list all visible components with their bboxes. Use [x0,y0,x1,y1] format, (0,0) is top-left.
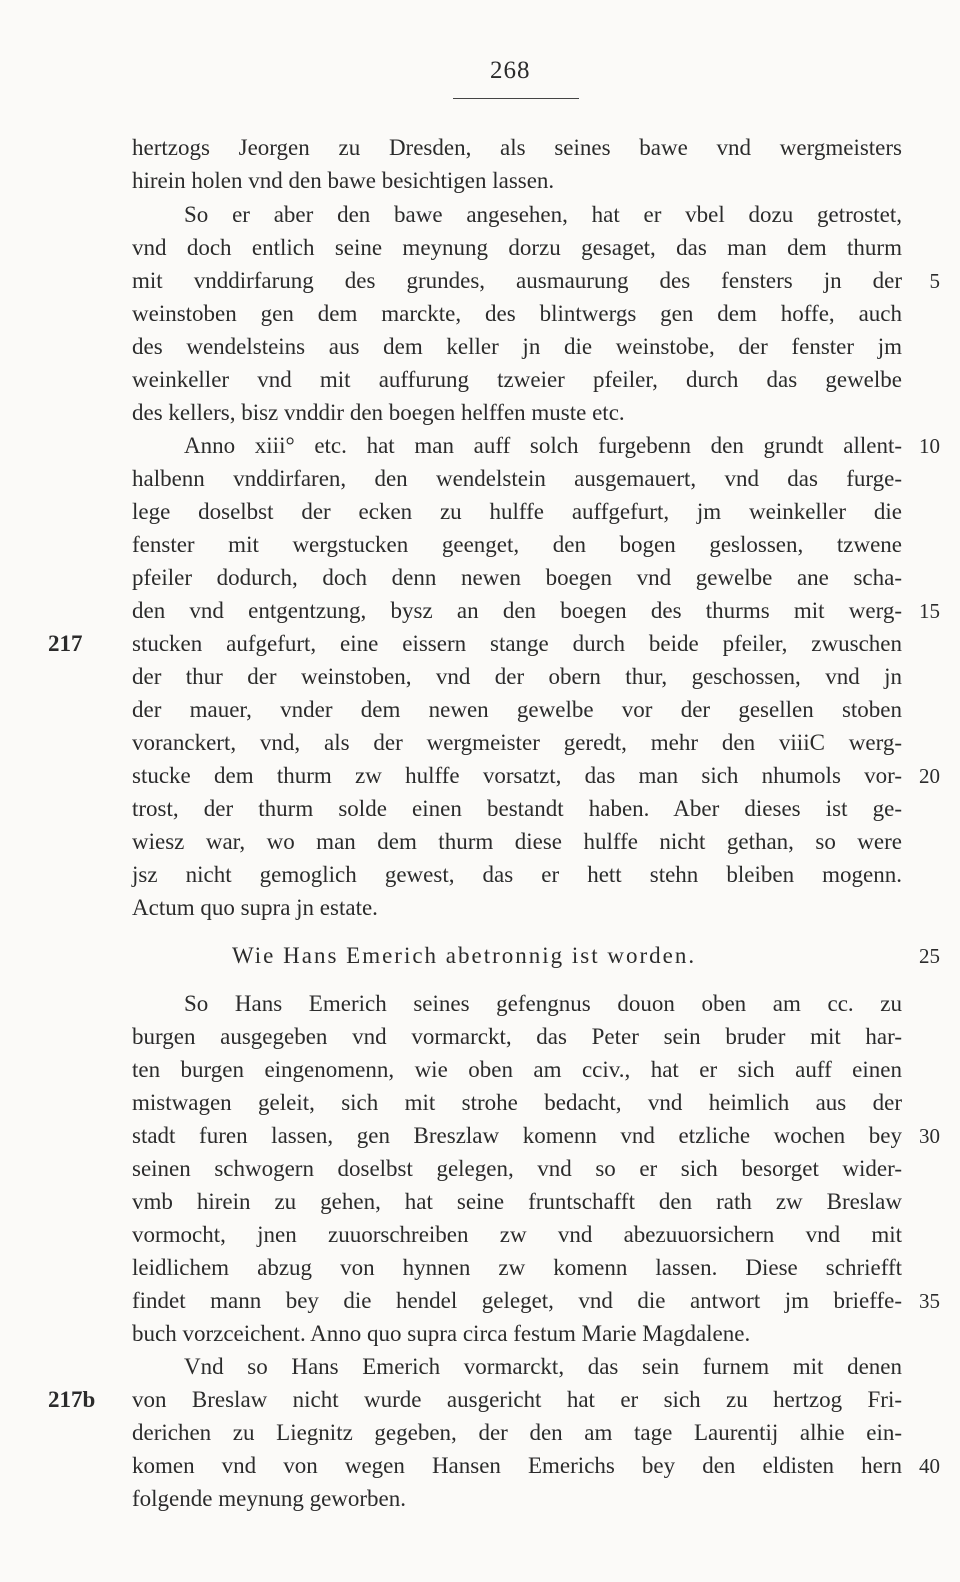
text-line: trost, der thurm solde einen bestandt haben. Aber dieses ist ge- [132,796,902,821]
page-number: 268 [490,57,531,84]
text-line: leidlichem abzug von hynnen zw komenn lassen. Diese schriefft [132,1255,902,1280]
page-number-rule [453,98,579,99]
line-number: 5 [929,269,940,293]
text-line: weinkeller vnd mit auffurung tzweier pfeiler, durch das gewelbe [132,367,902,392]
text-line: der mauer, vnder dem newen gewelbe vor der gesellen stoben [132,697,902,722]
text-line: weinstoben gen dem marckte, des blintwergs gen dem hoffe, auch [132,301,902,326]
text-line: den vnd entgentzung, bysz an den boegen des thurms mit werg- [132,598,902,623]
text-line: Anno xiii° etc. hat man auff solch furgebenn den grundt allent- [184,433,902,458]
folio-mark: 217 [48,631,83,656]
text-line: findet mann bey die hendel geleget, vnd die antwort jm brieffe- [132,1288,902,1313]
line-number: 30 [919,1124,940,1148]
line-number: 25 [919,944,940,968]
text-line: vmb hirein zu gehen, hat seine fruntschafft den rath zw Breslaw [132,1189,902,1214]
text-line: seinen schwogern doselbst gelegen, vnd so er sich besorget wider- [132,1156,902,1181]
text-line: jsz nicht gemoglich gewest, das er hett stehn bleiben mogenn. [132,862,902,887]
text-line: der thur der weinstoben, vnd der obern thur, geschossen, vnd jn [132,664,902,689]
text-line: folgende meynung geworben. [132,1486,407,1511]
text-line: von Breslaw nicht wurde ausgericht hat er sich zu hertzog Fri- [132,1387,902,1412]
text-line: komen vnd von wegen Hansen Emerichs bey den eldisten hern [132,1453,902,1478]
text-line: lege doselbst der ecken zu hulffe auffgefurt, jm weinkeller die [132,499,902,524]
text-line: burgen ausgegeben vnd vormarckt, das Peter sein bruder mit har- [132,1024,902,1049]
line-number: 20 [919,764,940,788]
text-line: stucke dem thurm zw hulffe vorsatzt, das man sich nhumols vor- [132,763,902,788]
text-line: buch vorzceichent. Anno quo supra circa festum Marie Magdalene. [132,1321,751,1346]
line-number: 15 [919,599,940,623]
text-line: stadt furen lassen, gen Breszlaw komenn vnd etzliche wochen bey [132,1123,902,1148]
text-line: vnd doch entlich seine meynung dorzu gesaget, das man dem thurm [132,235,902,260]
line-number: 40 [919,1454,940,1478]
text-line: So Hans Emerich seines gefengnus douon oben am cc. zu [184,991,902,1016]
line-number: 35 [919,1289,940,1313]
text-line: halbenn vnddirfaren, den wendelstein ausgemauert, vnd das furge- [132,466,902,491]
text-line: ten burgen eingenomenn, wie oben am cciv., hat er sich auff einen [132,1057,902,1082]
text-line: Actum quo supra jn estate. [132,895,378,920]
text-line: vormocht, jnen zuuorschreiben zw vnd abezuuorsichern vnd mit [132,1222,902,1247]
section-heading: Wie Hans Emerich abetronnig ist worden. [232,943,697,968]
text-line: hirein holen vnd den bawe besichtigen lassen. [132,168,555,193]
line-number: 10 [919,434,940,458]
text-line: Vnd so Hans Emerich vormarckt, das sein furnem mit denen [184,1354,902,1379]
text-line: mit vnddirfarung des grundes, ausmaurung des fensters jn der [132,268,902,293]
text-line: fenster mit wergstucken geenget, den bogen geslossen, tzwene [132,532,902,557]
text-line: derichen zu Liegnitz gegeben, der den am tage Laurentij alhie ein- [132,1420,902,1445]
text-line: voranckert, vnd, als der wergmeister geredt, mehr den viiiC werg- [132,730,902,755]
text-line: pfeiler dodurch, doch denn newen boegen vnd gewelbe ane scha- [132,565,902,590]
text-line: des wendelsteins aus dem keller jn die weinstobe, der fenster jm [132,334,902,359]
text-line: hertzogs Jeorgen zu Dresden, als seines bawe vnd wergmeisters [132,135,902,160]
text-line: des kellers, bisz vnddir den boegen helffen muste etc. [132,400,625,425]
text-line: So er aber den bawe angesehen, hat er vbel dozu getrostet, [184,202,902,227]
text-line: mistwagen geleit, sich mit strohe bedacht, vnd heimlich aus der [132,1090,902,1115]
folio-mark: 217b [48,1387,96,1412]
text-line: wiesz war, wo man dem thurm diese hulffe nicht gethan, so were [132,829,902,854]
text-line: stucken aufgefurt, eine eissern stange durch beide pfeiler, zwuschen [132,631,902,656]
